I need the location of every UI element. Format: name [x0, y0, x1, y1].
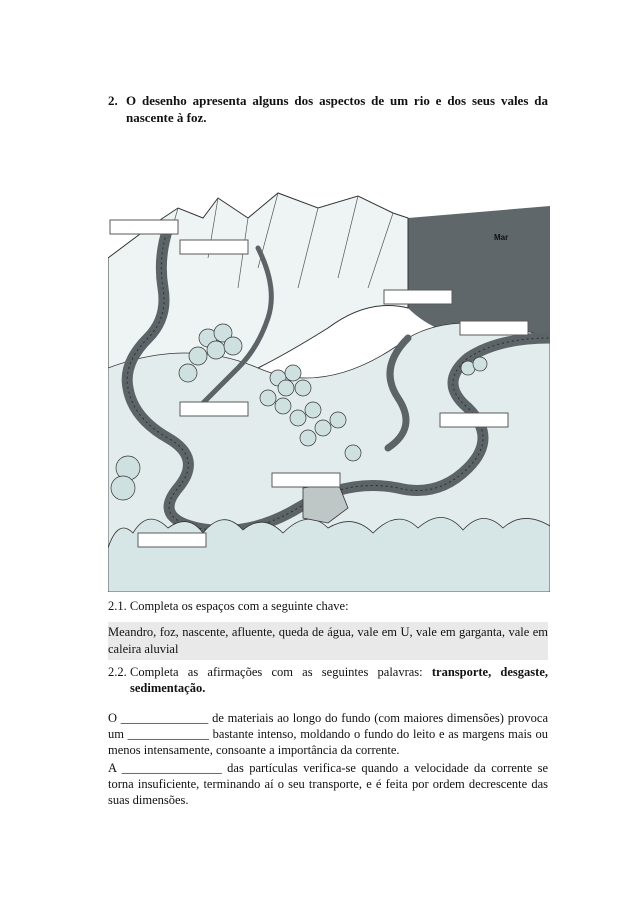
- q22-number: 2.2.: [108, 665, 127, 679]
- label-box-1[interactable]: [110, 220, 178, 234]
- sea-area: [408, 206, 550, 338]
- label-box-6[interactable]: [440, 413, 508, 427]
- bottom-forest: [108, 517, 550, 592]
- question-text: O desenho apresenta alguns dos aspectos de um rio e dos seus vales da nascente à foz.: [126, 93, 548, 125]
- label-box-4[interactable]: [460, 321, 528, 335]
- question-title: [108, 92, 548, 126]
- q22-block: [108, 664, 548, 696]
- sea-label: Mar: [494, 233, 509, 242]
- q22-text: [108, 664, 548, 696]
- label-box-7[interactable]: [272, 473, 340, 487]
- label-box-5[interactable]: [180, 402, 248, 416]
- fill-in-paragraph-1[interactable]: O ______________ de materiais ao longo do fundo (com maiores dimensões) provoca um _____________ bastante intenso, moldando o fundo do leito e as margens mais ou menos intensamente, consoante a importância da corrente.: [108, 711, 548, 757]
- label-box-3[interactable]: [384, 290, 452, 304]
- fill-in-paragraph-2[interactable]: A ________________ das partículas verifica-se quando a velocidade da corrente se torna insuficiente, terminando aí o seu transporte, e é feita por ordem decrescente das suas dimensões.: [108, 761, 548, 807]
- answer-key-box: Meandro, foz, nascente, afluente, queda de água, vale em U, vale em garganta, vale em caleira aluvial: [108, 622, 548, 660]
- label-box-2[interactable]: [180, 240, 248, 254]
- q22-intro: Completa as afirmações com as seguintes palavras:: [130, 665, 432, 679]
- river-illustration: [108, 188, 550, 592]
- q22-words: transporte, desgaste, sedimentação.: [130, 665, 548, 695]
- label-box-8[interactable]: [138, 533, 206, 547]
- q21-label: 2.1. Completa os espaços com a seguinte chave:: [108, 599, 349, 613]
- question-number: 2.: [108, 93, 118, 108]
- river-drawing: [108, 188, 550, 592]
